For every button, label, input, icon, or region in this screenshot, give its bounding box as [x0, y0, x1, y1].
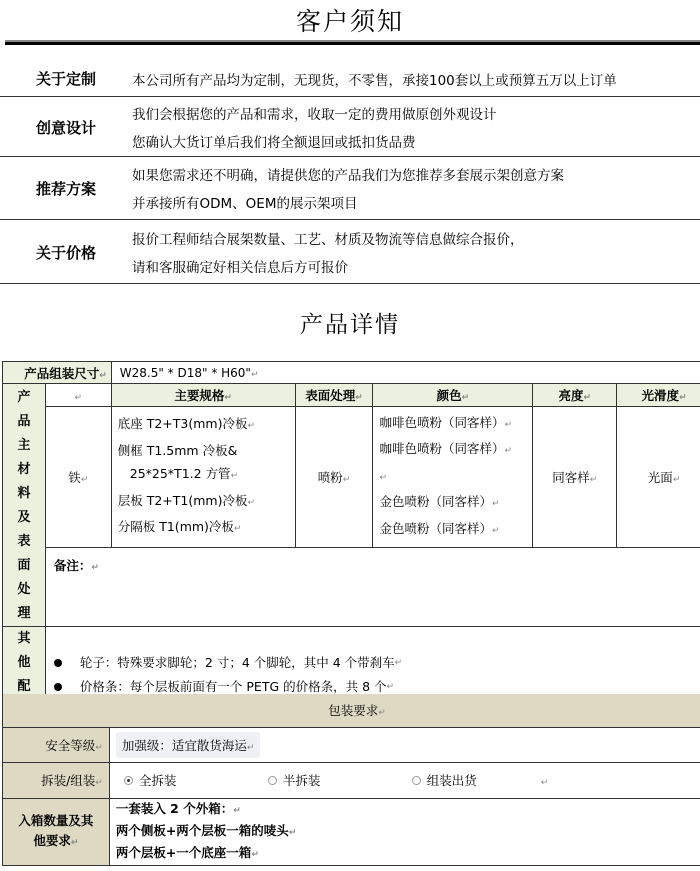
assembly-label: 拆装/组装↵: [3, 762, 110, 798]
radio-assembled[interactable]: 组装出货: [412, 771, 477, 789]
boxing-label: 入箱数量及其 他要求↵: [3, 798, 110, 865]
packaging-header: 包装要求↵: [3, 694, 700, 727]
material-value: 铁↵: [45, 407, 111, 548]
color-item: 金色喷粉（同客样）↵: [379, 520, 500, 536]
spec-list: [111, 407, 295, 548]
product-table: [2, 361, 700, 724]
header-surface: 表面处理↵: [295, 384, 373, 407]
boxing-line: 两个层板+一个底座一箱↵: [115, 844, 259, 860]
spec-item: 分隔板 T1(mm)冷板↵: [117, 519, 242, 535]
spec-item: 底座 T2+T3(mm)冷板↵: [117, 416, 256, 432]
color-item: ↵: [379, 472, 387, 483]
boxing-requirements: [109, 798, 700, 865]
boxing-line: 一套装入 2 个外箱：↵: [115, 800, 241, 816]
packaging-table: [2, 694, 700, 866]
notice-title: 客户须知: [295, 7, 404, 36]
notice-line: 如果您需求还不明确，请提供您的产品我们为您推荐多套展示架创意方案: [132, 168, 564, 184]
brightness-value: 同客样↵: [533, 407, 617, 548]
size-value: W28.5" * D18" * H60"↵: [111, 362, 700, 384]
notice-line: 本公司所有产品均为定制，无现货，不零售，承接100套以上或预算五万以上订单: [132, 73, 617, 89]
accessories-label: 其 他 配: [3, 627, 46, 724]
header-smoothness: 光滑度↵: [617, 384, 700, 407]
notice-row-customization: [0, 58, 700, 97]
notice-line: 并承接所有ODM、OEM的展示架项目: [132, 196, 358, 212]
color-list: [373, 407, 533, 548]
spec-item: 侧框 T1.5mm 冷板&: [117, 442, 238, 458]
radio-selected-icon: [124, 776, 133, 785]
notice-line: 报价工程师结合展架数量、工艺、材质及物流等信息做综合报价，: [132, 232, 524, 248]
material-section-label: 产 品 主 材 料 及 表 面 处 理: [3, 384, 46, 627]
notice-line: 我们会根据您的产品和需求，收取一定的费用做原创外观设计: [132, 107, 497, 123]
header-main-spec: 主要规格↵: [111, 384, 295, 407]
color-item: 咖啡色喷粉（同客样）↵: [379, 414, 512, 430]
header-color: 颜色↵: [373, 384, 533, 407]
spec-item: 25*25*T1.2 方管↵: [129, 466, 239, 482]
notice-row-pricing: [0, 220, 700, 284]
product-title: 产品详情: [300, 312, 400, 338]
bullet-icon: [54, 683, 62, 691]
radio-icon: [268, 776, 277, 785]
accessory-item: 轮子：特殊要求脚轮；2 寸；4 个脚轮，其中 4 个带刹车 ↵: [46, 651, 700, 675]
color-item: 咖啡色喷粉（同客样）↵: [379, 441, 512, 457]
size-label: 产品组装尺寸↵: [3, 362, 112, 384]
radio-icon: [412, 776, 421, 785]
notice-label: 关于定制: [36, 70, 97, 88]
notice-line: 请和客服确定好相关信息后方可报价: [132, 260, 348, 276]
header-brightness: 亮度↵: [533, 384, 617, 407]
assembly-options: 全拆装 半拆装 组装出货 ↵: [109, 762, 700, 798]
boxing-line: 两个侧板+两个层板一箱的唛头↵: [115, 822, 297, 838]
notice-row-creative-design: [0, 97, 700, 157]
radio-half-disassembly[interactable]: 半拆装: [268, 771, 408, 789]
radio-full-disassembly[interactable]: 全拆装: [124, 771, 264, 789]
remark-cell: 备注：↵: [45, 547, 700, 626]
surface-value: 喷粉↵: [295, 407, 373, 548]
safety-label: 安全等级↵: [3, 727, 110, 762]
header-empty: ↵: [45, 384, 111, 407]
accessory-item: 价格条：每个层板前面有一个 PETG 的价格条，共 8 个 ↵: [46, 675, 700, 699]
notice-row-recommendation: [0, 157, 700, 220]
smoothness-value: 光面↵: [617, 407, 700, 548]
bullet-icon: [54, 659, 62, 667]
spec-item: 层板 T2+T1(mm)冷板↵: [117, 492, 256, 508]
safety-value: 加强级：适宜散货海运↵: [109, 727, 700, 762]
notice-label: 关于价格: [36, 244, 97, 262]
notice-label: 推荐方案: [36, 180, 97, 198]
notice-label: 创意设计: [36, 119, 97, 137]
title-divider: [5, 40, 700, 45]
color-item: 金色喷粉（同客样）↵: [379, 494, 500, 510]
notice-line: 您确认大货订单后我们将全额退回或抵扣货品费: [132, 135, 416, 151]
